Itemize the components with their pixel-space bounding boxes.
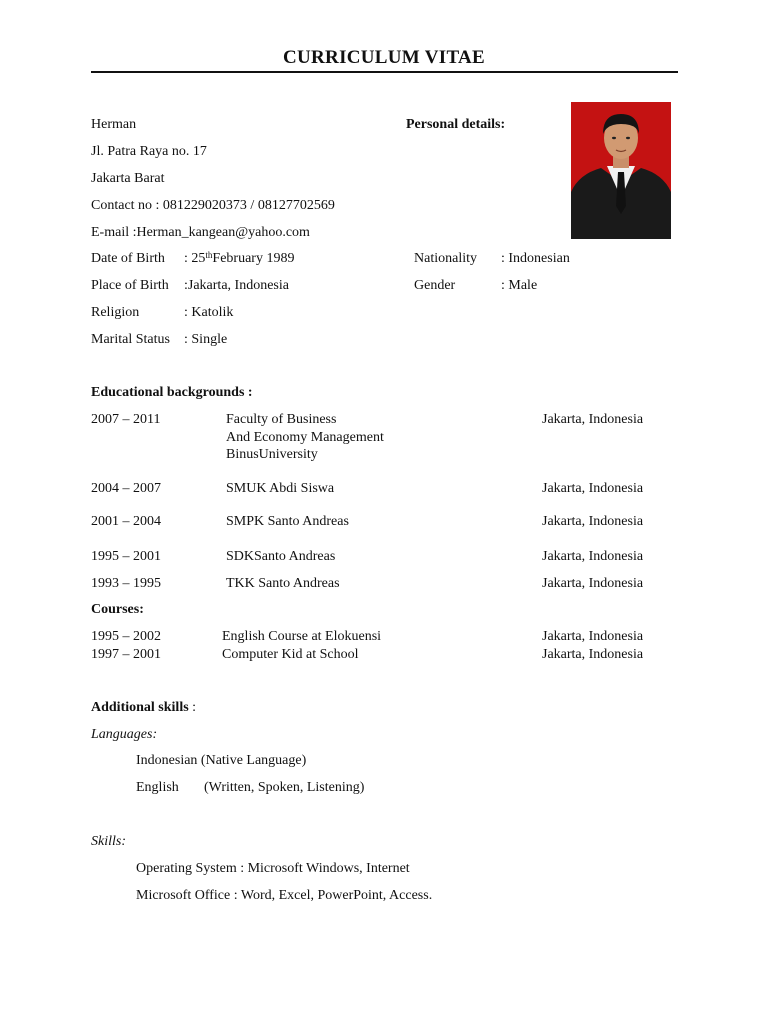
course-name: Computer Kid at School	[222, 647, 359, 662]
skills-heading: Skills:	[91, 834, 126, 849]
title-divider	[91, 71, 678, 73]
gender-value: : Male	[501, 278, 538, 293]
languages-heading: Languages:	[91, 727, 158, 742]
course-place: Jakarta, Indonesia	[542, 647, 644, 662]
portrait-image	[571, 102, 671, 239]
skill-os: Operating System : Microsoft Windows, Internet	[136, 861, 410, 876]
edu-school: SMUK Abdi Siswa	[226, 481, 335, 496]
edu-place: Jakarta, Indonesia	[542, 549, 644, 564]
nationality-value: : Indonesian	[501, 251, 570, 266]
edu-school: SMPK Santo Andreas	[226, 514, 349, 529]
page-title: CURRICULUM VITAE	[282, 47, 486, 68]
education-heading: Educational backgrounds :	[91, 385, 253, 400]
edu-years: 2001 – 2004	[91, 514, 161, 529]
contact-address-line1: Jl. Patra Raya no. 17	[91, 144, 207, 159]
language-item-name: English	[136, 780, 179, 795]
edu-school: TKK Santo Andreas	[226, 576, 340, 591]
edu-years: 1993 – 1995	[91, 576, 161, 591]
edu-school: Faculty of Business	[226, 412, 337, 427]
religion-label: Religion	[91, 305, 140, 320]
marital-label: Marital Status	[91, 332, 170, 347]
contact-name: Herman	[91, 117, 137, 132]
courses-heading: Courses:	[91, 602, 144, 617]
contact-address-line2: Jakarta Barat	[91, 171, 165, 186]
dob-label: Date of Birth	[91, 251, 165, 266]
edu-years: 1995 – 2001	[91, 549, 161, 564]
edu-years: 2007 – 2011	[91, 412, 161, 427]
edu-years: 2004 – 2007	[91, 481, 161, 496]
gender-label: Gender	[414, 278, 456, 293]
edu-place: Jakarta, Indonesia	[542, 412, 644, 427]
course-name: English Course at Elokuensi	[222, 629, 382, 644]
pob-label: Place of Birth	[91, 278, 169, 293]
course-place: Jakarta, Indonesia	[542, 629, 644, 644]
additional-skills-heading: Additional skills :	[91, 700, 197, 715]
marital-value: : Single	[184, 332, 228, 347]
profile-photo	[571, 102, 671, 239]
edu-place: Jakarta, Indonesia	[542, 514, 644, 529]
course-years: 1997 – 2001	[91, 647, 161, 662]
edu-school: SDKSanto Andreas	[226, 549, 336, 564]
course-years: 1995 – 2002	[91, 629, 161, 644]
personal-details-heading: Personal details:	[406, 117, 506, 132]
edu-school-line3: BinusUniversity	[226, 447, 318, 462]
skill-office: Microsoft Office : Word, Excel, PowerPoint, Access.	[136, 888, 433, 903]
language-item: Indonesian (Native Language)	[136, 753, 307, 768]
pob-value: :Jakarta, Indonesia	[184, 278, 289, 293]
language-item-detail: (Written, Spoken, Listening)	[204, 780, 365, 795]
contact-phone: Contact no : 081229020373 / 08127702569	[91, 198, 335, 213]
contact-email: E-mail :Herman_kangean@yahoo.com	[91, 225, 310, 240]
nationality-label: Nationality	[414, 251, 477, 266]
dob-value: : 25thFebruary 1989	[184, 250, 295, 266]
religion-value: : Katolik	[184, 305, 234, 320]
edu-place: Jakarta, Indonesia	[542, 481, 644, 496]
edu-place: Jakarta, Indonesia	[542, 576, 644, 591]
edu-school-line2: And Economy Management	[226, 430, 384, 445]
